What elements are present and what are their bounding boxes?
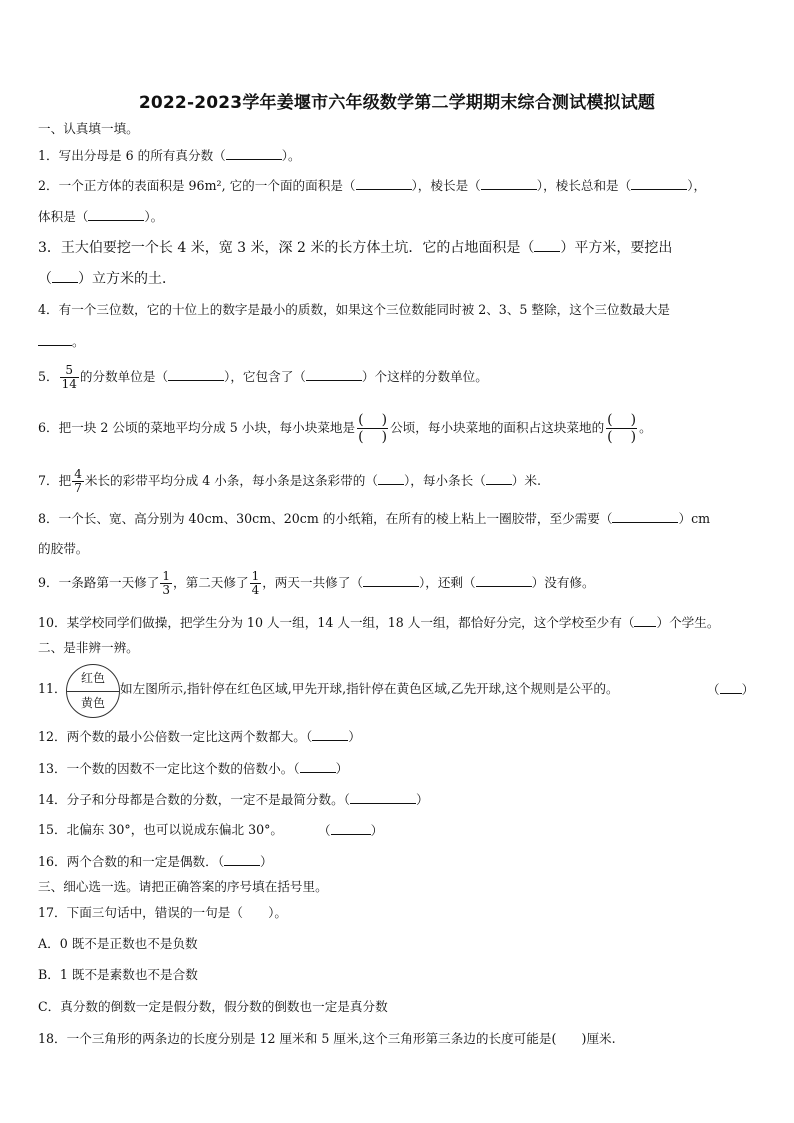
question-18: 18．一个三角形的两条边的长度分别是 12 厘米和 5 厘米,这个三角形第三条边的长度可能是( )厘米. xyxy=(38,1031,616,1046)
answer-blank[interactable] xyxy=(331,822,371,835)
answer-blank[interactable] xyxy=(38,333,72,346)
answer-blank[interactable] xyxy=(306,368,362,381)
fraction: $\frac{1}{4}$ xyxy=(251,569,260,597)
question-6: 6．把一块 2 公顷的菜地平均分成 5 小块，每小块菜地是 $\frac{( )}{( )}$ 公顷，每小块菜地的面积占这块菜地的 $\frac{( )}{( )}$ 。 xyxy=(38,412,652,445)
question-12: 12．两个数的最小公倍数一定比这两个数都大。（ ） xyxy=(38,729,361,744)
answer-blank[interactable] xyxy=(634,614,656,627)
answer-blank[interactable] xyxy=(481,177,537,190)
question-10: 10．某学校同学们做操，把学生分为 10 人一组，14 人一组，18 人一组，都恰好分完，这个学校至少有（ ）个学生。 xyxy=(38,615,720,630)
blank-fraction[interactable]: $\frac{( )}{( )}$ xyxy=(358,412,388,445)
spinner-divider xyxy=(67,691,119,692)
question-11-answer: （ ） xyxy=(707,682,755,697)
section-heading-3: 三、细心选一选。请把正确答案的序号填在括号里。 xyxy=(38,879,328,894)
answer-blank[interactable] xyxy=(168,368,224,381)
question-8-cont: 的胶带。 xyxy=(38,541,89,556)
answer-blank[interactable] xyxy=(378,472,404,485)
question-2: 2．一个正方体的表面积是 96m², 它的一个面的面积是（ ），棱长是（ ），棱长总和是（ ）， xyxy=(38,178,707,193)
question-1: 1．写出分母是 6 的所有真分数（ ）。 xyxy=(38,148,301,163)
section-heading-1: 一、认真填一填。 xyxy=(38,121,139,136)
question-3: 3．王大伯要挖一个长 4 米，宽 3 米，深 2 米的长方体土坑．它的占地面积是（ ）平方米，要挖出 xyxy=(38,240,673,256)
question-4-cont: 。 xyxy=(38,333,85,350)
answer-blank[interactable] xyxy=(224,853,260,866)
answer-blank[interactable] xyxy=(476,574,532,587)
fraction: $\frac{4}{7}$ xyxy=(74,467,82,495)
answer-blank[interactable] xyxy=(88,208,144,221)
answer-blank[interactable] xyxy=(720,681,742,694)
option-b[interactable]: B．1 既不是素数也不是合数 xyxy=(38,967,198,982)
red-region-label: 红色 xyxy=(80,671,105,685)
answer-blank[interactable] xyxy=(534,239,560,252)
option-c[interactable]: C．真分数的倒数一定是假分数，假分数的倒数也一定是真分数 xyxy=(38,999,388,1014)
question-2-cont: 体积是（ ）。 xyxy=(38,209,164,224)
blank-fraction[interactable]: $\frac{( )}{( )}$ xyxy=(607,412,637,445)
answer-blank[interactable] xyxy=(350,791,416,804)
answer-blank[interactable] xyxy=(356,177,412,190)
fraction: $\frac{1}{3}$ xyxy=(162,569,170,597)
answer-blank[interactable] xyxy=(612,510,678,523)
question-8: 8．一个长、宽、高分别为 40cm、30cm、20cm 的小纸箱，在所有的棱上粘上一圈胶带，至少需要（ ）cm xyxy=(38,511,711,526)
answer-blank[interactable] xyxy=(300,760,336,773)
question-7: 7．把 $\frac{4}{7}$ 米长的彩带平均分成 4 小条，每小条是这条彩带的（ ），每小条长（ ）米. xyxy=(38,467,541,495)
question-15: 15．北偏东 30°，也可以说成东偏北 30°。 xyxy=(38,822,283,837)
question-14: 14．分子和分母都是合数的分数，一定不是最简分数。（ ） xyxy=(38,792,429,807)
page-title: 2022-2023学年姜堰市六年级数学第二学期期末综合测试模拟试题 xyxy=(138,93,656,113)
question-17: 17．下面三句话中，错误的一句是（ ）。 xyxy=(38,905,288,920)
answer-blank[interactable] xyxy=(486,472,512,485)
question-15-answer: （ ） xyxy=(318,823,384,838)
question-11-number: 11． xyxy=(38,681,67,696)
question-9: 9．一条路第一天修了 $\frac{1}{3}$ ，第二天修了 $\frac{1}{4}$ ，两天一共修了（ ），还剩（ ）没有修。 xyxy=(38,569,595,597)
answer-blank[interactable] xyxy=(52,270,78,283)
question-16: 16．两个合数的和一定是偶数．（ ） xyxy=(38,854,273,869)
question-5: 5． $\frac{5}{14}$ 的分数单位是（ ），它包含了（ ）个这样的分数单位。 xyxy=(38,363,488,391)
question-3-cont: （ ）立方米的土． xyxy=(38,271,176,287)
answer-blank[interactable] xyxy=(631,177,687,190)
spinner-diagram xyxy=(66,664,120,718)
section-heading-2: 二、是非辨一辨。 xyxy=(38,640,139,655)
answer-blank[interactable] xyxy=(226,147,282,160)
answer-blank[interactable] xyxy=(363,574,419,587)
answer-blank[interactable] xyxy=(312,728,348,741)
fraction: $\frac{5}{14}$ xyxy=(61,363,77,391)
question-11: 如左图所示,指针停在红色区域,甲先开球,指针停在黄色区域,乙先开球,这个规则是公平的。 xyxy=(120,681,619,696)
yellow-region-label: 黄色 xyxy=(80,696,105,710)
question-4: 4．有一个三位数，它的十位上的数字是最小的质数，如果这个三位数能同时被 2、3、5 整除，这个三位数最大是 xyxy=(38,302,670,317)
option-a[interactable]: A．0 既不是正数也不是负数 xyxy=(38,936,198,951)
question-13: 13．一个数的因数不一定比这个数的倍数小。（ ） xyxy=(38,761,349,776)
